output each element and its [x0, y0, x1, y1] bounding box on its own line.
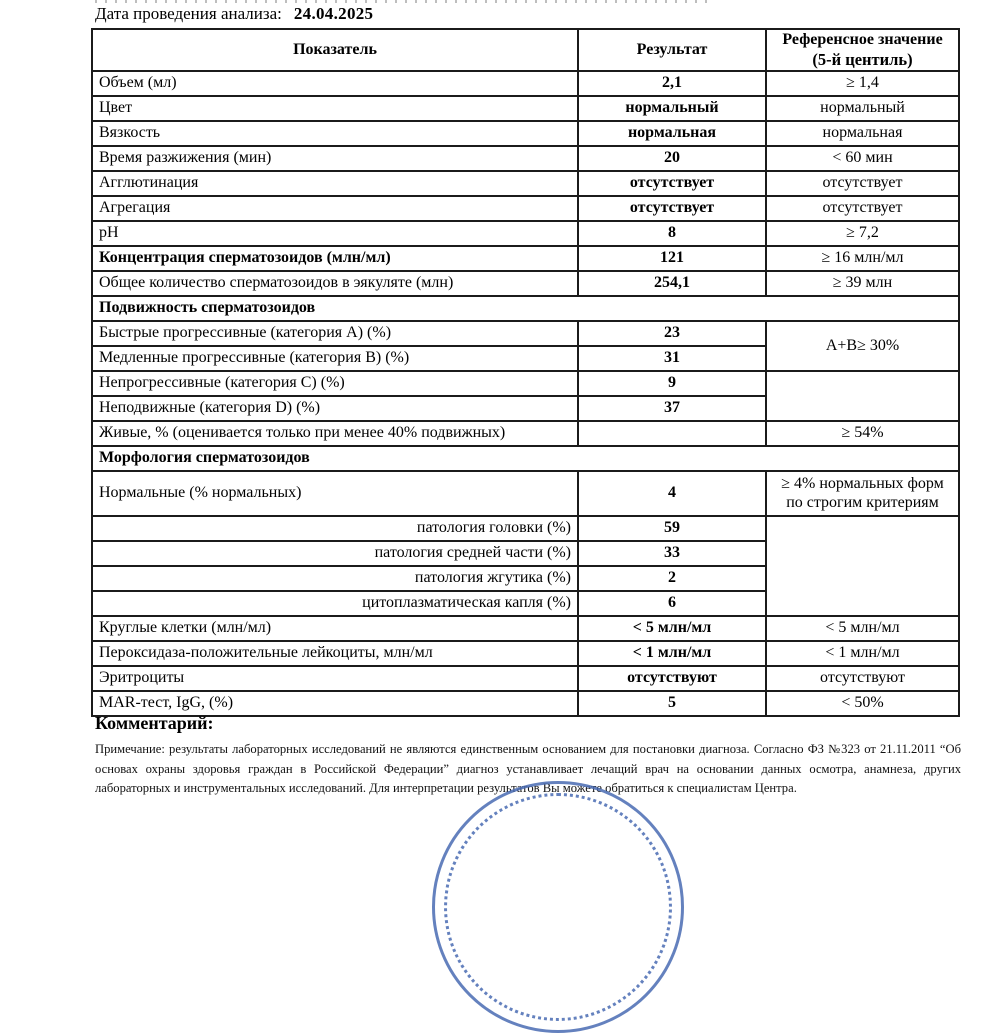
row-result: 59 [578, 516, 766, 541]
row-result: нормальная [578, 121, 766, 146]
row-result: 37 [578, 396, 766, 421]
table-row [92, 121, 959, 146]
row-reference: ≥ 54% [766, 421, 959, 446]
row-label: Объем (мл) [92, 71, 578, 96]
row-reference [766, 471, 959, 516]
row-reference: < 50% [766, 691, 959, 716]
analysis-date-value: 24.04.2025 [293, 4, 374, 23]
row-reference-line2: по строгим критериям [786, 493, 939, 511]
analysis-date-line [95, 4, 373, 24]
row-result: 31 [578, 346, 766, 371]
row-result: 8 [578, 221, 766, 246]
row-reference: ≥ 7,2 [766, 221, 959, 246]
section-title: Подвижность сперматозоидов [92, 296, 959, 321]
row-label: патология средней части (%) [92, 541, 578, 566]
table-row [92, 616, 959, 641]
row-label: Эритроциты [92, 666, 578, 691]
row-reference-merged: A+B≥ 30% [766, 321, 959, 371]
row-result: < 1 млн/мл [578, 641, 766, 666]
row-label: Пероксидаза-положительные лейкоциты, млн/мл [92, 641, 578, 666]
row-result: 4 [578, 471, 766, 516]
row-reference: отсутствует [766, 196, 959, 221]
row-reference: нормальный [766, 96, 959, 121]
row-reference: < 1 млн/мл [766, 641, 959, 666]
row-label: патология головки (%) [92, 516, 578, 541]
row-reference: ≥ 16 млн/мл [766, 246, 959, 271]
row-label: патология жгутика (%) [92, 566, 578, 591]
disclaimer-note: Примечание: результаты лабораторных исследований не являются единственным основанием для постановки диагноза. Согласно ФЗ №323 от 21.11.2011 “Об основах охраны здоровья граждан в Российской Федерации” диагноз устанавливает лечащий врач на основании данных осмотра, анамнеза, других лабораторных и инструментальных исследований. Для интерпретации результатов Вы можете обратиться к специалистам Центра. [95, 742, 961, 796]
row-label: MAR-тест, IgG, (%) [92, 691, 578, 716]
row-reference: отсутствует [766, 171, 959, 196]
row-label: Непрогрессивные (категория C) (%) [92, 371, 578, 396]
table-row [92, 96, 959, 121]
header-result: Результат [578, 29, 766, 71]
row-label: Общее количество сперматозоидов в эякуляте (млн) [92, 271, 578, 296]
row-label: Время разжижения (мин) [92, 146, 578, 171]
table-row [92, 196, 959, 221]
row-result: 254,1 [578, 271, 766, 296]
row-reference: < 60 мин [766, 146, 959, 171]
analysis-date-label: Дата проведения анализа: [95, 4, 282, 23]
row-label: Цвет [92, 96, 578, 121]
row-result: 20 [578, 146, 766, 171]
header-reference-line2: (5-й центиль) [812, 49, 913, 69]
row-reference-merged [766, 371, 959, 421]
row-label: Вязкость [92, 121, 578, 146]
row-label: Агрегация [92, 196, 578, 221]
row-result: 6 [578, 591, 766, 616]
comment-title: Комментарий: [95, 713, 214, 733]
row-reference-merged [766, 516, 959, 616]
table-row [92, 666, 959, 691]
header-indicator: Показатель [92, 29, 578, 71]
cut-off-text-fragment [95, 0, 710, 3]
row-reference: ≥ 39 млн [766, 271, 959, 296]
table-row [92, 246, 959, 271]
lab-results-table [91, 28, 960, 717]
row-result: 2 [578, 566, 766, 591]
row-label: цитоплазматическая капля (%) [92, 591, 578, 616]
row-reference: отсутствуют [766, 666, 959, 691]
row-label: Круглые клетки (млн/мл) [92, 616, 578, 641]
section-row [92, 296, 959, 321]
table-row [92, 171, 959, 196]
section-row [92, 446, 959, 471]
row-label: Быстрые прогрессивные (категория A) (%) [92, 321, 578, 346]
table-row [92, 641, 959, 666]
table-row [92, 71, 959, 96]
row-result: 33 [578, 541, 766, 566]
row-result: отсутствуют [578, 666, 766, 691]
row-result: нормальный [578, 96, 766, 121]
row-result: 23 [578, 321, 766, 346]
row-result: < 5 млн/мл [578, 616, 766, 641]
row-reference-line1: ≥ 4% нормальных форм [781, 474, 944, 492]
row-label: Медленные прогрессивные (категория B) (%) [92, 346, 578, 371]
row-result: 121 [578, 246, 766, 271]
row-reference: нормальная [766, 121, 959, 146]
stamp-text-ring [444, 793, 672, 1021]
row-result [578, 421, 766, 446]
table-row [92, 471, 959, 516]
row-result: 9 [578, 371, 766, 396]
table-row [92, 371, 959, 396]
table-row [92, 146, 959, 171]
row-label: pH [92, 221, 578, 246]
row-result: 2,1 [578, 71, 766, 96]
row-result: отсутствует [578, 171, 766, 196]
table-row [92, 221, 959, 246]
row-label: Неподвижные (категория D) (%) [92, 396, 578, 421]
table-row [92, 271, 959, 296]
table-row [92, 321, 959, 346]
row-reference: ≥ 1,4 [766, 71, 959, 96]
table-row [92, 691, 959, 716]
table-header-row [92, 29, 959, 71]
row-label: Агглютинация [92, 171, 578, 196]
table-row [92, 421, 959, 446]
row-result: отсутствует [578, 196, 766, 221]
section-title: Морфология сперматозоидов [92, 446, 959, 471]
official-stamp-seal [432, 781, 684, 1033]
table-row [92, 516, 959, 541]
row-label: Концентрация сперматозоидов (млн/мл) [92, 246, 578, 271]
row-label: Нормальные (% нормальных) [92, 471, 578, 516]
row-reference: < 5 млн/мл [766, 616, 959, 641]
row-result: 5 [578, 691, 766, 716]
header-reference-line1: Референсное значение [782, 31, 943, 48]
header-reference [766, 29, 959, 71]
row-label: Живые, % (оценивается только при менее 40% подвижных) [92, 421, 578, 446]
